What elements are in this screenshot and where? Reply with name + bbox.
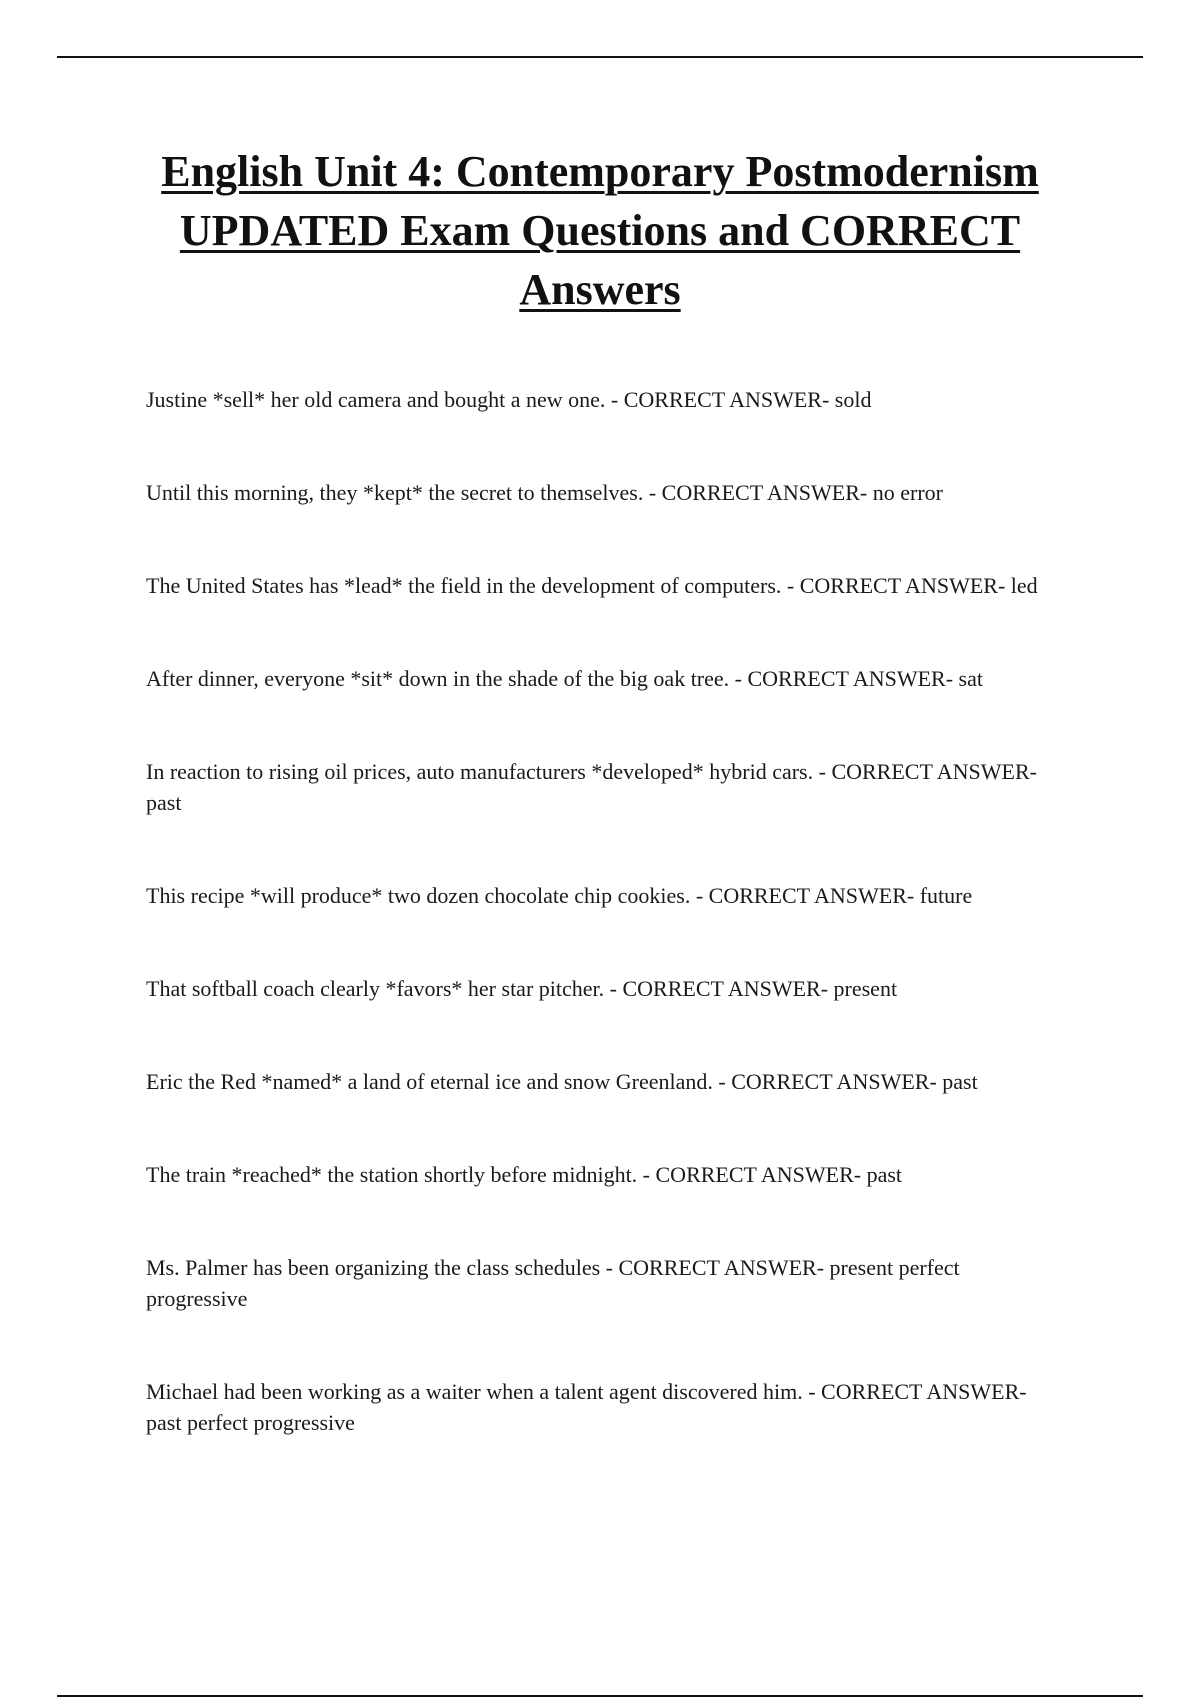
document-title: English Unit 4: Contemporary Postmodernism UPDATED Exam Questions and CORRECT Answers: [161, 147, 1039, 314]
qa-item: This recipe *will produce* two dozen chocolate chip cookies. - CORRECT ANSWER- future: [146, 883, 973, 908]
qa-item: That softball coach clearly *favors* her star pitcher. - CORRECT ANSWER- present: [146, 976, 898, 1001]
top-rule: [57, 56, 1143, 58]
qa-item: In reaction to rising oil prices, auto manufacturers *developed* hybrid cars. - CORRECT ANSWER- past: [146, 759, 1037, 815]
qa-item: The train *reached* the station shortly before midnight. - CORRECT ANSWER- past: [146, 1162, 903, 1187]
qa-item: The United States has *lead* the field in the development of computers. - CORRECT ANSWER- led: [146, 573, 1038, 598]
qa-item: Michael had been working as a waiter when a talent agent discovered him. - CORRECT ANSWER- past perfect progressive: [146, 1379, 1027, 1435]
qa-item: Eric the Red *named* a land of eternal ice and snow Greenland. - CORRECT ANSWER- past: [146, 1069, 978, 1094]
qa-list: [146, 384, 1066, 1500]
qa-item: After dinner, everyone *sit* down in the shade of the big oak tree. - CORRECT ANSWER- sat: [146, 666, 983, 691]
qa-item: Ms. Palmer has been organizing the class schedules - CORRECT ANSWER- present perfect progressive: [146, 1255, 960, 1311]
qa-item: Until this morning, they *kept* the secret to themselves. - CORRECT ANSWER- no error: [146, 480, 943, 505]
bottom-rule: [57, 1695, 1143, 1697]
qa-item: Justine *sell* her old camera and bought a new one. - CORRECT ANSWER- sold: [146, 387, 872, 412]
